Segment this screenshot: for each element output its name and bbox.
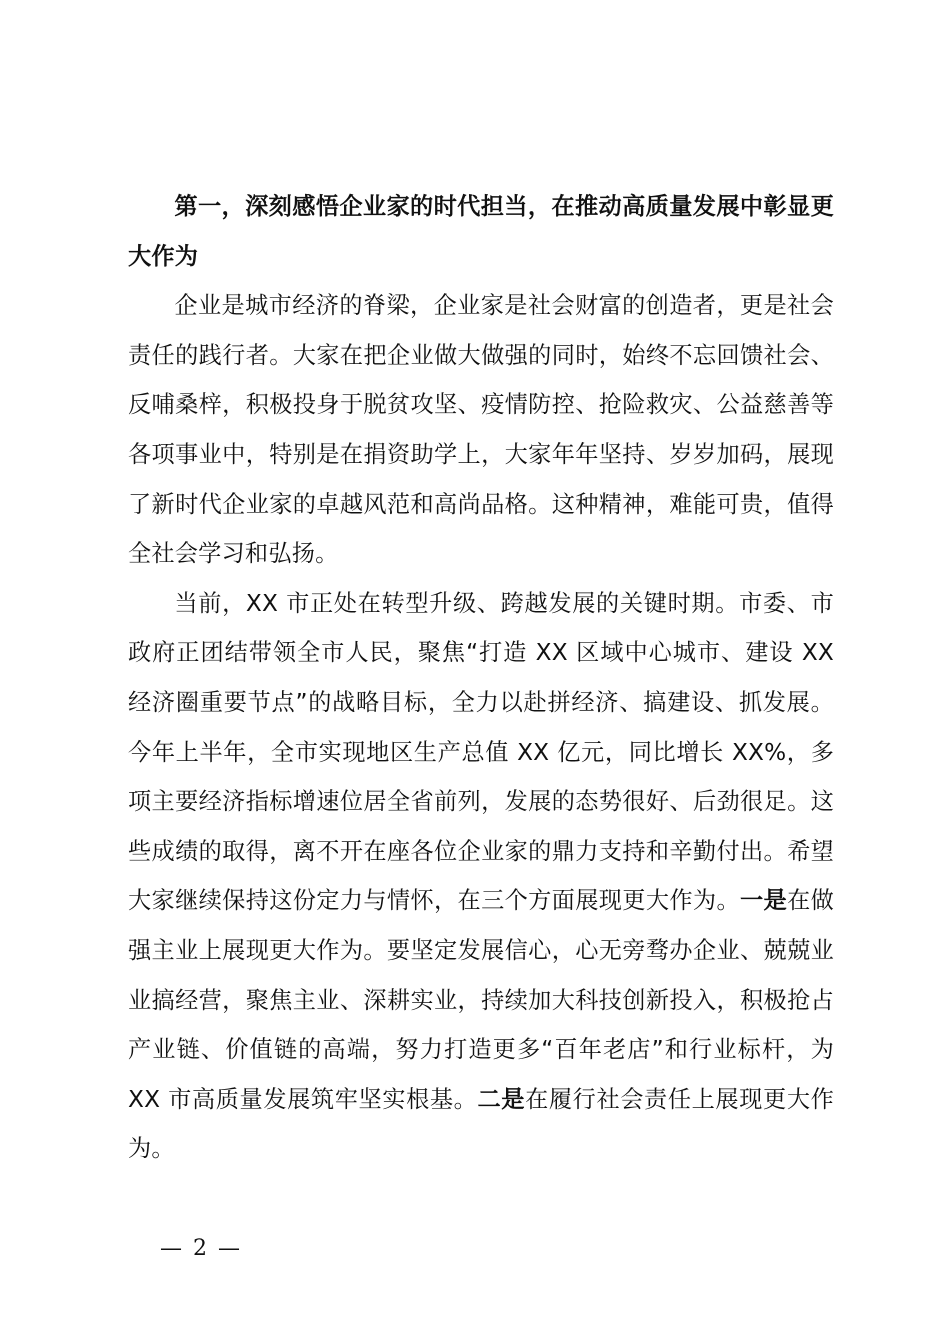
paragraph-text-segment: 在履行社会责任上展现更大作为。 bbox=[128, 1085, 834, 1163]
emphasis-first-point: 一是 bbox=[739, 887, 788, 915]
body-paragraph-1: 企业是城市经济的脊梁，企业家是社会财富的创造者，更是社会责任的践行者。大家在把企业做大做强的同时，始终不忘回馈社会、反哺桑梓，积极投身于脱贫攻坚、疫情防控、抢险救灾、公益慈善等各项事业中，特别是在捐资助学上，大家年年坚持、岁岁加码，展现了新时代企业家的卓越风范和高尚品格。这种精神，难能可贵，值得全社会学习和弘扬。 bbox=[128, 292, 834, 568]
page-number: — 2 — bbox=[160, 1236, 242, 1261]
paragraph-text-segment: 在做强主业上展现更大作为。要坚定发展信心，心无旁骛办企业、兢兢业业搞经营，聚焦主业、深耕实业，持续加大科技创新投入，积极抢占产业链、价值链的高端，努力打造更多“百年老店”和行业标杆，为 XX 市高质量发展筑牢坚实根基。 bbox=[128, 887, 834, 1113]
paragraph-text-segment: 当前，XX 市正处在转型升级、跨越发展的关键时期。市委、市政府正团结带领全市人民，聚焦“打造 XX 区域中心城市、建设 XX 经济圈重要节点”的战略目标，全力以赴拼经济、搞建设、抓发展。今年上半年，全市实现地区生产总值 XX 亿元，同比增长 XX%，多项主要经济指标增速位居全省前列，发展的态势很好、后劲很足。这些成绩的取得，离不开在座各位企业家的鼎力支持和辛勤付出。希望大家继续保持这份定力与情怀，在三个方面展现更大作为。 bbox=[128, 589, 834, 915]
section-heading: 第一，深刻感悟企业家的时代担当，在推动高质量发展中彰显更大作为 bbox=[128, 193, 834, 270]
document-page bbox=[128, 182, 834, 1174]
emphasis-second-point: 二是 bbox=[477, 1085, 526, 1113]
body-paragraph-2 bbox=[128, 579, 834, 1174]
